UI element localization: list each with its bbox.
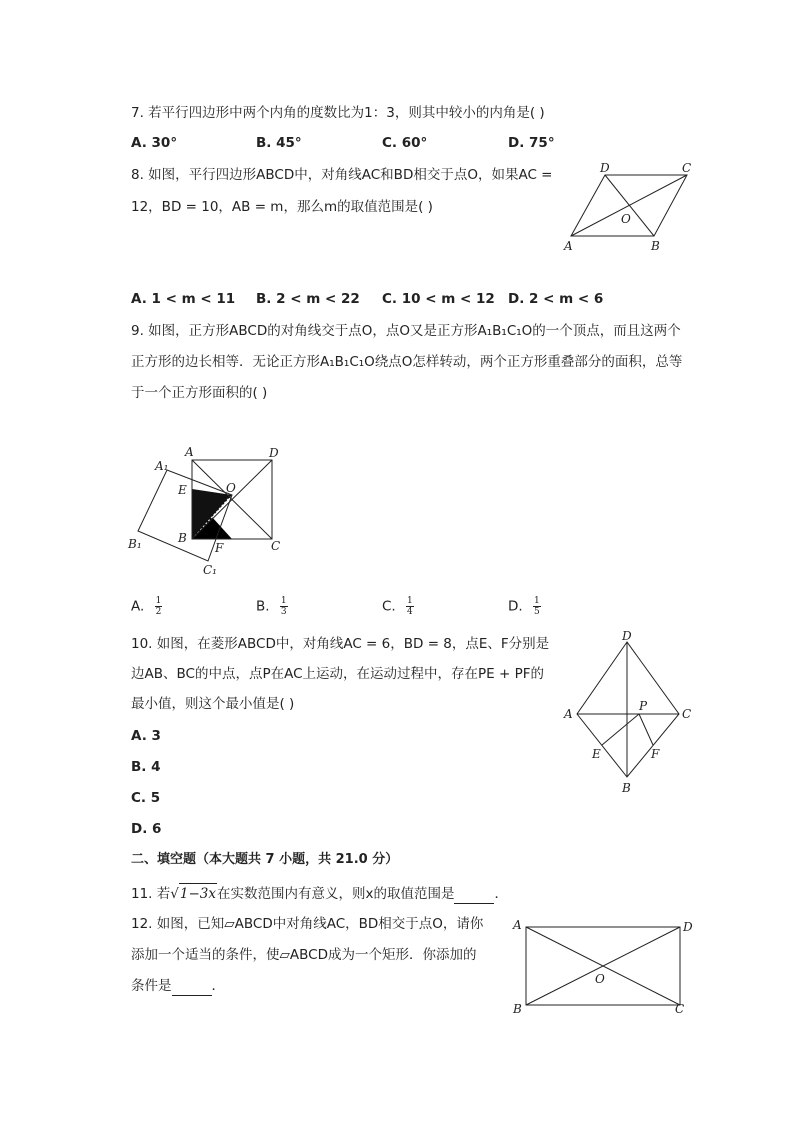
- q7-option-a: A. 30°: [131, 135, 178, 151]
- q12-label-o: O: [595, 972, 605, 986]
- q12-label-d: D: [683, 920, 693, 934]
- q9-option-a: [131, 596, 162, 617]
- q9-option-d-num: 1: [533, 596, 540, 606]
- q11-suffix: 在实数范围内有意义，则x的取值范围是: [216, 886, 455, 902]
- q12-label-a: A: [513, 918, 522, 932]
- q9-option-a-num: 1: [155, 596, 162, 606]
- q8-option-c: C. 10 < m < 12: [382, 291, 495, 307]
- q9-option-d-letter: D.: [508, 598, 523, 615]
- q10-label-d: D: [622, 629, 632, 643]
- q8-label-c: C: [682, 161, 692, 175]
- q9-option-a-fraction: [155, 596, 163, 617]
- q12-label-b: B: [513, 1002, 522, 1016]
- q9-option-b-num: 1: [280, 596, 287, 606]
- q11-sqrt-sign: √: [170, 886, 179, 902]
- q8-option-d: D. 2 < m < 6: [508, 291, 604, 307]
- q9-label-a1: A₁: [155, 459, 169, 473]
- q8-stem-line2: 12，BD = 10，AB = m，那么m的取值范围是( ): [131, 199, 433, 215]
- q10-label-b: B: [622, 781, 631, 795]
- q9-option-c-letter: C.: [382, 598, 396, 615]
- q9-option-d-fraction: [533, 596, 541, 617]
- q9-option-b-den: 3: [280, 607, 287, 617]
- q8-label-d: D: [600, 161, 610, 175]
- q12-answer-blank[interactable]: [172, 981, 212, 996]
- q11-answer-blank[interactable]: [454, 889, 494, 904]
- q8-label-a: A: [564, 239, 573, 253]
- q9-label-c1: C₁: [203, 563, 217, 577]
- q10-option-c: C. 5: [131, 790, 161, 806]
- q9-label-e: E: [178, 483, 187, 497]
- q10-label-f: F: [651, 747, 660, 761]
- q10-label-a: A: [564, 707, 573, 721]
- q12-label-c: C: [675, 1002, 685, 1016]
- q9-option-b-letter: B.: [256, 598, 270, 615]
- q12-line3-prefix: 条件是: [131, 978, 172, 994]
- q9-option-c-fraction: [406, 596, 414, 617]
- q9-option-c: [382, 596, 414, 617]
- q9-option-a-letter: A.: [131, 598, 145, 615]
- q8-stem-line1: 8. 如图，平行四边形ABCD中，对角线AC和BD相交于点O，如果AC =: [131, 167, 553, 183]
- q7-option-b: B. 45°: [256, 135, 302, 151]
- q12-stem-line1: 12. 如图，已知▱ABCD中对角线AC，BD相交于点O，请你: [131, 916, 484, 932]
- q9-label-b1: B₁: [128, 537, 142, 551]
- q9-label-a: A: [185, 445, 194, 459]
- q9-squares-figure: [125, 440, 295, 580]
- q10-stem-line3: 最小值，则这个最小值是( ): [131, 696, 295, 712]
- q10-label-p: P: [639, 699, 648, 713]
- q8-option-a: A. 1 < m < 11: [131, 291, 236, 307]
- q10-label-e: E: [592, 747, 601, 761]
- q12-rectangle-figure: [505, 915, 705, 1020]
- q9-label-d: D: [269, 446, 279, 460]
- section-heading-fill-in: 二、填空题（本大题共 7 小题，共 21.0 分）: [131, 852, 399, 867]
- q9-option-a-den: 2: [155, 607, 162, 617]
- q10-stem-line2: 边AB、BC的中点，点P在AC上运动，在运动过程中，存在PE + PF的: [131, 666, 544, 682]
- q11-end: ．: [494, 886, 508, 902]
- q9-label-f: F: [215, 541, 224, 555]
- q9-label-b: B: [178, 531, 187, 545]
- q7-option-c: C. 60°: [382, 135, 428, 151]
- q8-label-o: O: [621, 212, 631, 226]
- q10-option-b: B. 4: [131, 759, 161, 775]
- q10-rhombus-figure: [560, 629, 700, 797]
- q8-label-b: B: [651, 239, 660, 253]
- q8-parallelogram-figure: [560, 160, 700, 255]
- q7-stem: 7. 若平行四边形中两个内角的度数比为1：3，则其中较小的内角是( ): [131, 105, 545, 121]
- q10-label-c: C: [682, 707, 692, 721]
- q9-stem-line1: 9. 如图，正方形ABCD的对角线交于点O，点O又是正方形A₁B₁C₁O的一个顶点，而且这两个: [131, 323, 681, 339]
- q9-stem-line2: 正方形的边长相等．无论正方形A₁B₁C₁O绕点O怎样转动，两个正方形重叠部分的面积，总等: [131, 354, 683, 370]
- q9-option-b-fraction: [280, 596, 288, 617]
- q12-stem-line3: [131, 976, 225, 996]
- q10-option-d: D. 6: [131, 821, 162, 837]
- q9-stem-line3: 于一个正方形面积的( ): [131, 385, 268, 401]
- q7-option-d: D. 75°: [508, 135, 555, 151]
- q8-option-b: B. 2 < m < 22: [256, 291, 360, 307]
- q9-label-o: O: [226, 481, 236, 495]
- q9-option-c-den: 4: [407, 607, 413, 617]
- q12-stem-line2: 添加一个适当的条件，使▱ABCD成为一个矩形．你添加的: [131, 947, 477, 963]
- q10-stem-line1: 10. 如图，在菱形ABCD中，对角线AC = 6，BD = 8，点E、F分别是: [131, 636, 550, 652]
- q11-prefix: 11. 若: [131, 886, 171, 902]
- q11-stem: [131, 883, 508, 904]
- q9-option-c-num: 1: [407, 596, 413, 606]
- q9-option-b: [256, 596, 288, 617]
- q12-line3-end: ．: [211, 978, 225, 994]
- q9-label-c: C: [271, 539, 281, 553]
- q9-option-d-den: 5: [533, 607, 540, 617]
- q9-option-d: [508, 596, 541, 617]
- q10-option-a: A. 3: [131, 728, 161, 744]
- q11-radicand: 1−3x: [179, 883, 217, 904]
